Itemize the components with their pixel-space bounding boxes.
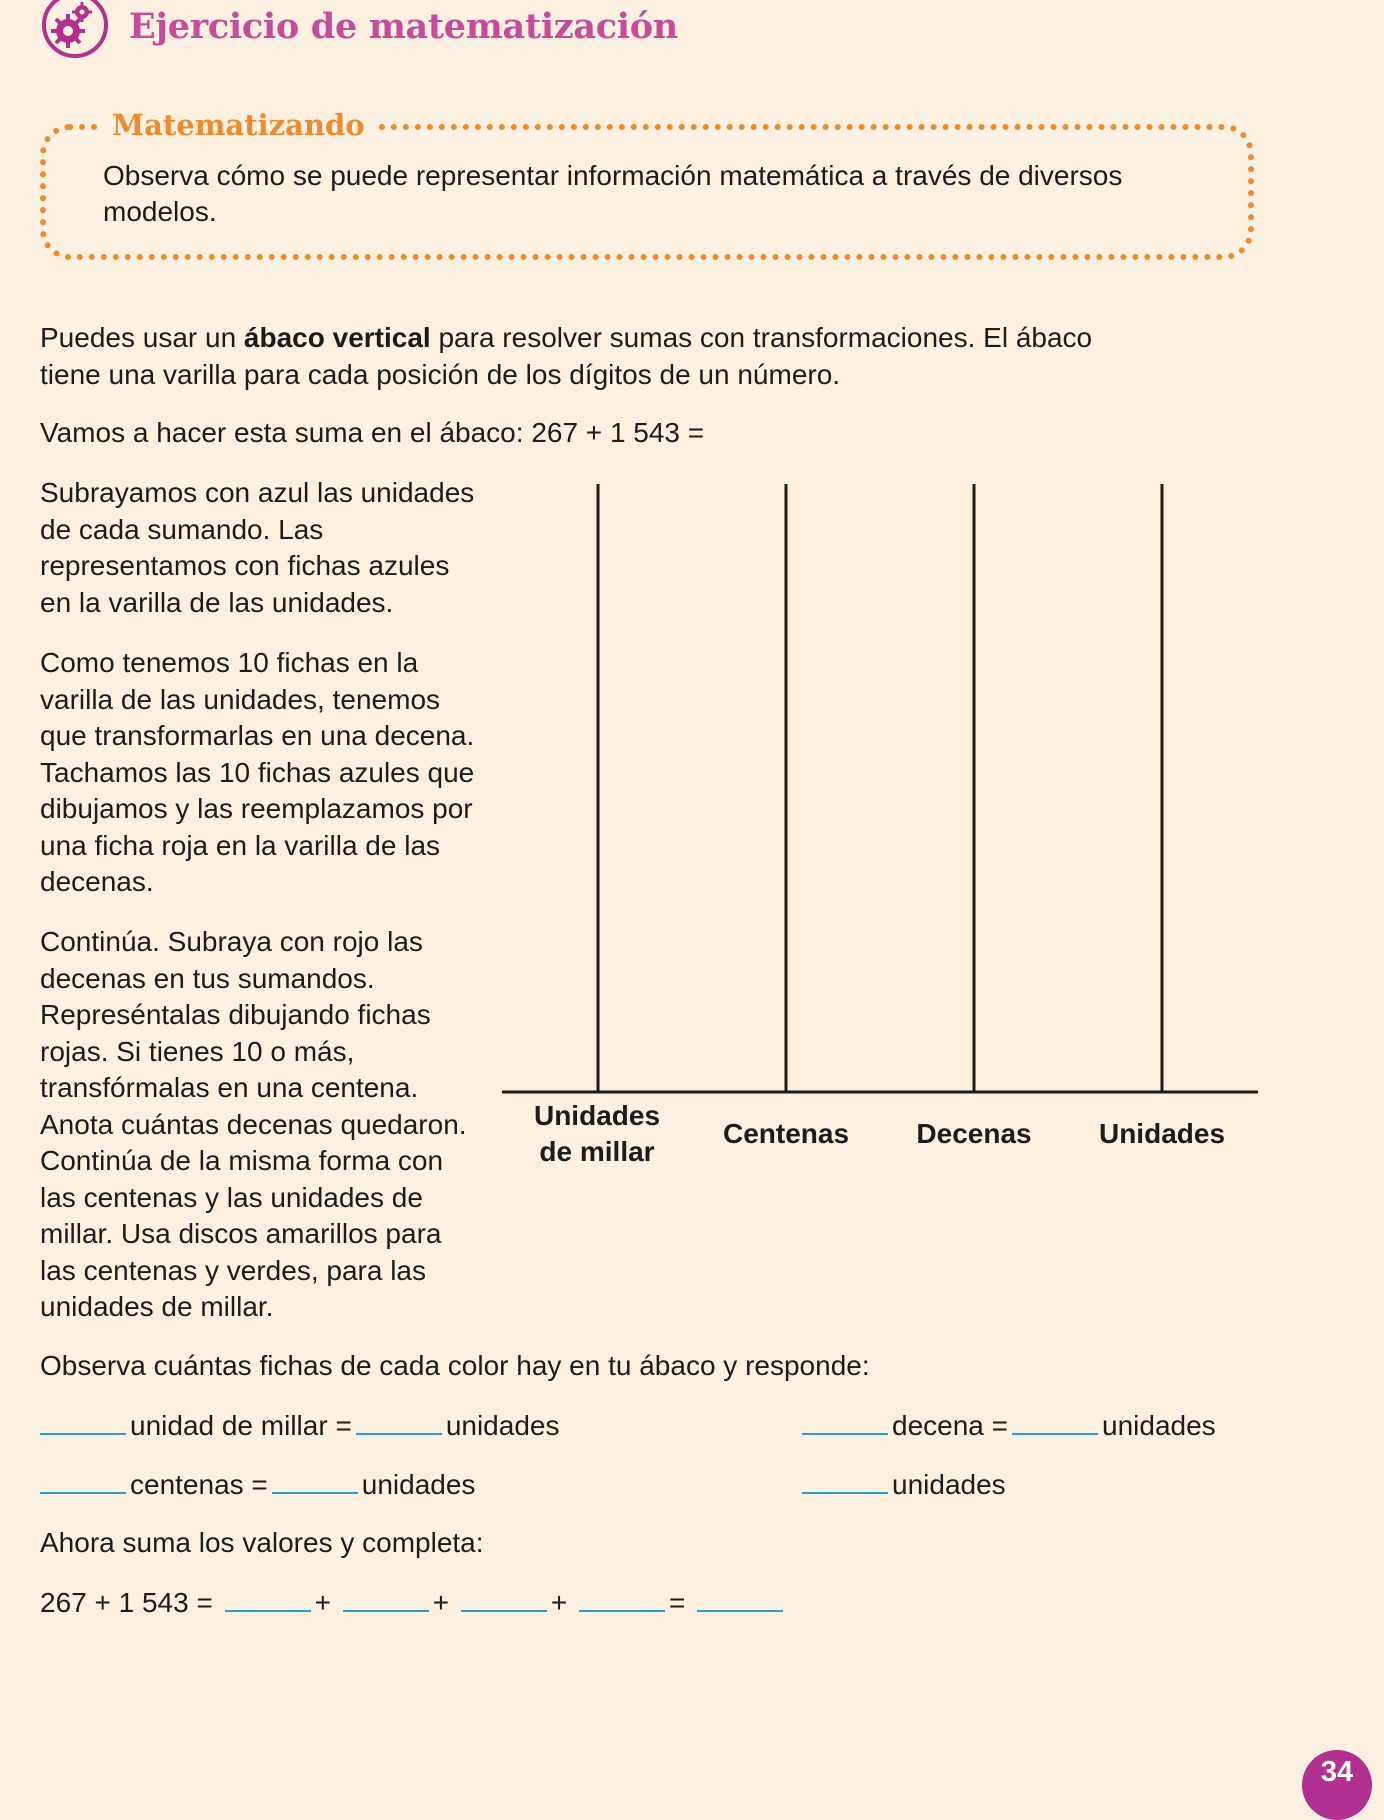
intro-paragraph	[40, 320, 1100, 393]
instruction-3: Continúa. Subraya con rojo las decenas en tus sumandos. Represéntalas dibujando fichas rojas. Si tienes 10 o más, transfórmalas en una centena. Anota cuántas decenas quedaron. Continúa de la misma forma con las centenas y las unidades de millar. Usa discos amarillos para las centenas y verdes, para las unidades de millar.	[40, 926, 467, 1322]
final-sum-blank[interactable]	[225, 1584, 311, 1612]
rod-label-centenas: Centenas	[722, 1118, 850, 1149]
equals-sign: =	[669, 1587, 686, 1618]
plus-sign: +	[432, 1587, 450, 1618]
answer-blank[interactable]	[40, 1466, 126, 1494]
plus-sign: +	[550, 1587, 568, 1618]
answer-blank[interactable]	[1012, 1407, 1098, 1435]
answer-blank[interactable]	[802, 1466, 888, 1494]
answer-text: unidades	[1102, 1410, 1216, 1441]
rod-label-decenas: Decenas	[916, 1118, 1032, 1149]
rod-label-line: de millar	[539, 1136, 655, 1167]
sum-prompt: Vamos a hacer esta suma en el ábaco: 267 + 1 543 =	[40, 417, 705, 448]
final-sum-blank[interactable]	[579, 1584, 665, 1612]
sum-now-prompt: Ahora suma los valores y completa:	[40, 1527, 484, 1558]
page-title: Ejercicio de matematización	[129, 6, 678, 47]
answer-text: unidades	[445, 1410, 560, 1441]
final-sum-lhs: 267 + 1 543 =	[40, 1587, 213, 1618]
intro-text-3: tiene una varilla para cada posición de los dígitos de un número.	[40, 358, 841, 390]
answer-text: centenas =	[130, 1469, 268, 1500]
answer-text: decena =	[892, 1410, 1008, 1441]
intro-bold: ábaco vertical	[243, 322, 431, 353]
matematizando-heading: Matematizando	[100, 108, 377, 142]
answer-text: unidad de millar =	[130, 1410, 352, 1441]
answer-unidad-de-millar	[40, 1407, 559, 1445]
vertical-abacus	[502, 480, 1258, 1180]
final-sum-blank[interactable]	[697, 1584, 783, 1612]
answer-decena	[802, 1407, 1216, 1445]
matematizando-text: Observa cómo se puede representar información matemática a través de diversos modelos.	[103, 160, 1123, 227]
rod-label-unidades-de-millar	[507, 1098, 687, 1170]
gears-icon	[40, 0, 110, 62]
answer-blank[interactable]	[356, 1407, 442, 1435]
instruction-1: Subrayamos con azul las unidades de cada sumando. Las representamos con fichas azules en la varilla de las unidades.	[40, 477, 475, 618]
answer-centenas	[40, 1466, 475, 1504]
observe-prompt: Observa cuántas fichas de cada color hay en tu ábaco y responde:	[40, 1350, 870, 1381]
intro-text-1: Puedes usar un	[40, 322, 244, 353]
answer-blank[interactable]	[40, 1407, 126, 1435]
answer-blank[interactable]	[272, 1466, 358, 1494]
rod-label-unidades: Unidades	[1098, 1118, 1226, 1149]
final-sum-blank[interactable]	[343, 1584, 429, 1612]
final-sum	[40, 1584, 787, 1622]
plus-sign: +	[314, 1587, 331, 1618]
intro-text-2: para resolver sumas con transformaciones. El ábaco	[430, 322, 1093, 353]
rod-label-line: Unidades	[533, 1100, 661, 1131]
instruction-2: Como tenemos 10 fichas en la varilla de las unidades, tenemos que transformarlas en una decena. Tachamos las 10 fichas azules que dibujamos y las reemplazamos por una ficha roja en la varilla de las decenas.	[40, 647, 475, 897]
final-sum-blank[interactable]	[461, 1584, 547, 1612]
answer-unidades	[802, 1466, 1006, 1504]
answer-blank[interactable]	[802, 1407, 888, 1435]
answer-text: unidades	[361, 1469, 476, 1500]
answer-text: unidades	[892, 1469, 1006, 1500]
page-number-badge: 34	[1302, 1750, 1372, 1820]
